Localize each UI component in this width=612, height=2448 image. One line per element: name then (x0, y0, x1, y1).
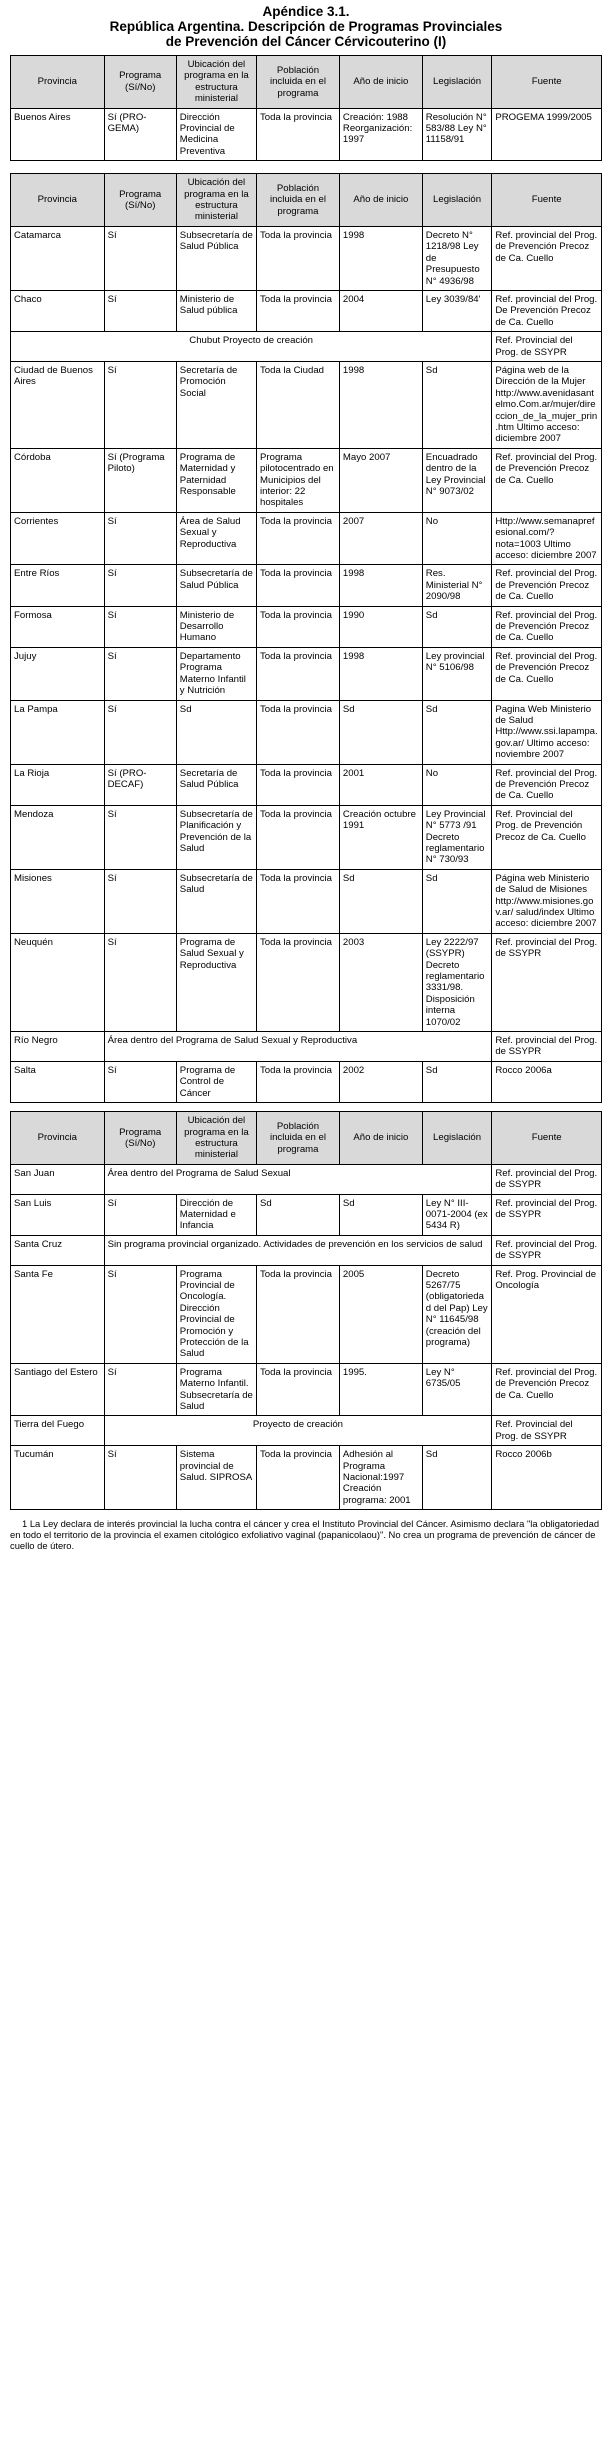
header-row (11, 1112, 602, 1165)
cell-provincia: Corrientes (11, 512, 105, 565)
table-row (11, 1363, 602, 1416)
cell-anio-inicio: 2003 (339, 933, 422, 1031)
cell-programa: Sí (104, 805, 176, 869)
cell-ubicacion: Sistema provincial de Salud. SIPROSA (176, 1446, 256, 1510)
cell-anio-inicio: Creación octubre 1991 (339, 805, 422, 869)
table-2 (10, 173, 602, 1103)
table-row (11, 869, 602, 933)
cell-legislacion: Ley Provincial N° 5773 /91 Decreto reglamentario N° 730/93 (422, 805, 492, 869)
table-row (11, 700, 602, 764)
page (10, 0, 602, 1551)
cell-legislacion: Sd (422, 1446, 492, 1510)
table-row (11, 512, 602, 565)
cell-anio-inicio: 2002 (339, 1061, 422, 1102)
cell-programa: Sí (104, 1265, 176, 1363)
cell-poblacion: Toda la provincia (257, 805, 340, 869)
cell-fuente: Ref. provincial del Prog. de SSYPR (492, 1164, 602, 1194)
cell-ubicacion: Programa de Maternidad y Paternidad Responsable (176, 448, 256, 512)
header-legislacion: Legislación (422, 1112, 492, 1165)
cell-poblacion: Toda la provincia (257, 1061, 340, 1102)
header-poblacion: Población incluida en el programa (257, 1112, 340, 1165)
cell-fuente: Ref. provincial del Prog. de SSYPR (492, 1194, 602, 1235)
cell-fuente: Ref. Prog. Provincial de Oncología (492, 1265, 602, 1363)
header-ubicacion: Ubicación del programa en la estructura ministerial (176, 174, 256, 227)
header-provincia: Provincia (11, 174, 105, 227)
cell-anio-inicio: 1998 (339, 565, 422, 606)
cell-legislacion: Encuadrado dentro de la Ley Provincial N° 9073/02 (422, 448, 492, 512)
header-row (11, 174, 602, 227)
header-fuente: Fuente (492, 56, 602, 109)
cell-fuente: Ref. provincial del Prog. de Prevención Precoz de Ca. Cuello (492, 647, 602, 700)
cell-poblacion: Toda la provincia (257, 226, 340, 290)
cell-ubicacion: Subsecretaría de Salud Pública (176, 565, 256, 606)
cell-ubicacion: Programa de Salud Sexual y Reproductiva (176, 933, 256, 1031)
cell-provincia: Neuquén (11, 933, 105, 1031)
cell-legislacion: Decreto 5267/75 (obligatoriedad del Pap) Ley N° 11645/98 (creación del programa) (422, 1265, 492, 1363)
cell-anio-inicio: 1998 (339, 226, 422, 290)
table-row (11, 361, 602, 448)
cell-fuente: Ref. provincial del Prog. de Prevención Precoz de Ca. Cuello (492, 448, 602, 512)
cell-poblacion: Toda la provincia (257, 512, 340, 565)
cell-fuente: Ref. provincial del Prog. De Prevención Precoz de Ca. Cuello (492, 290, 602, 331)
cell-poblacion: Toda la provincia (257, 869, 340, 933)
header-anio-inicio: Año de inicio (339, 1112, 422, 1165)
cell-legislacion: Resolución N° 583/88 Ley N° 11158/91 (422, 108, 492, 161)
cell-provincia: San Juan (11, 1164, 105, 1194)
cell-poblacion: Toda la provincia (257, 108, 340, 161)
cell-merged-description: Proyecto de creación (104, 1416, 492, 1446)
table-row (11, 1194, 602, 1235)
cell-legislacion: Sd (422, 700, 492, 764)
cell-provincia: Santa Fe (11, 1265, 105, 1363)
cell-ubicacion: Ministerio de Desarrollo Humano (176, 606, 256, 647)
cell-anio-inicio: 1998 (339, 647, 422, 700)
cell-fuente: Ref. provincial del Prog. de SSYPR (492, 1235, 602, 1265)
cell-programa: Sí (PRO-GEMA) (104, 108, 176, 161)
cell-provincia: Chaco (11, 290, 105, 331)
cell-poblacion: Toda la provincia (257, 700, 340, 764)
cell-ubicacion: Programa de Control de Cáncer (176, 1061, 256, 1102)
header-programa: Programa (Sí/No) (104, 1112, 176, 1165)
header-poblacion: Población incluida en el programa (257, 56, 340, 109)
cell-merged-description: Sin programa provincial organizado. Actividades de prevención en los servicios de salud (104, 1235, 492, 1265)
cell-fuente: Pagina Web Ministerio de Salud Http://www.ssi.lapampa.gov.ar/ Ultimo acceso: noviembre 2007 (492, 700, 602, 764)
cell-poblacion: Toda la provincia (257, 1363, 340, 1416)
cell-fuente: Página web de la Dirección de la Mujer http://www.avenidasantelmo.Com.ar/mujer/direccion_de_la_mujer_prin.htm Ultimo acceso: diciembre 2007 (492, 361, 602, 448)
header-legislacion: Legislación (422, 56, 492, 109)
cell-anio-inicio: 1998 (339, 361, 422, 448)
cell-poblacion: Toda la provincia (257, 606, 340, 647)
cell-poblacion: Toda la provincia (257, 764, 340, 805)
cell-fuente: Ref. Provincial del Prog. de Prevención Precoz de Ca. Cuello (492, 805, 602, 869)
table-row (11, 933, 602, 1031)
cell-programa: Sí (104, 1446, 176, 1510)
cell-provincia: Entre Ríos (11, 565, 105, 606)
cell-fuente: Ref. provincial del Prog. de SSYPR (492, 933, 602, 1031)
cell-programa: Sí (Programa Piloto) (104, 448, 176, 512)
cell-programa: Sí (104, 512, 176, 565)
cell-ubicacion: Dirección de Maternidad e Infancia (176, 1194, 256, 1235)
cell-anio-inicio: Creación: 1988 Reorganización: 1997 (339, 108, 422, 161)
cell-poblacion: Programa pilotocentrado en Municipios del interior: 22 hospitales (257, 448, 340, 512)
cell-provincia: Mendoza (11, 805, 105, 869)
cell-legislacion: No (422, 512, 492, 565)
cell-legislacion: Ley 2222/97 (SSYPR) Decreto reglamentario 3331/98. Disposición interna 1070/02 (422, 933, 492, 1031)
table-body (11, 226, 602, 1102)
cell-anio-inicio: 1995. (339, 1363, 422, 1416)
cell-ubicacion: Secretaría de Salud Pública (176, 764, 256, 805)
cell-ubicacion: Área de Salud Sexual y Reproductiva (176, 512, 256, 565)
cell-provincia: Misiones (11, 869, 105, 933)
cell-provincia: Santa Cruz (11, 1235, 105, 1265)
header-fuente: Fuente (492, 174, 602, 227)
header-ubicacion: Ubicación del programa en la estructura ministerial (176, 56, 256, 109)
table-row (11, 1235, 602, 1265)
cell-fuente: Ref. provincial del Prog. de Prevención Precoz de Ca. Cuello (492, 764, 602, 805)
cell-ubicacion: Ministerio de Salud pública (176, 290, 256, 331)
cell-legislacion: Res. Ministerial N° 2090/98 (422, 565, 492, 606)
footnote (10, 1518, 602, 1551)
cell-poblacion: Sd (257, 1194, 340, 1235)
cell-fuente: PROGEMA 1999/2005 (492, 108, 602, 161)
table-row (11, 332, 602, 362)
cell-anio-inicio: 2005 (339, 1265, 422, 1363)
cell-programa: Sí (104, 1363, 176, 1416)
cell-anio-inicio: 2001 (339, 764, 422, 805)
header-ubicacion: Ubicación del programa en la estructura ministerial (176, 1112, 256, 1165)
cell-fuente: Ref. Provincial del Prog. de SSYPR (492, 1416, 602, 1446)
cell-ubicacion: Programa Provincial de Oncología. Dirección Provincial de Promoción y Protección de la Salud (176, 1265, 256, 1363)
cell-poblacion: Toda la provincia (257, 1446, 340, 1510)
cell-provincia: Tucumán (11, 1446, 105, 1510)
cell-fuente: Ref. provincial del Prog. de SSYPR (492, 1032, 602, 1062)
cell-legislacion: Ley 3039/84' (422, 290, 492, 331)
cell-programa: Sí (104, 1061, 176, 1102)
cell-poblacion: Toda la provincia (257, 565, 340, 606)
title-line-2: República Argentina. Descripción de Programas Provinciales (109, 19, 503, 34)
cell-merged-description: Chubut Proyecto de creación (11, 332, 492, 362)
cell-poblacion: Toda la provincia (257, 1265, 340, 1363)
cell-fuente: Rocco 2006a (492, 1061, 602, 1102)
cell-anio-inicio: Sd (339, 700, 422, 764)
cell-poblacion: Toda la Ciudad (257, 361, 340, 448)
header-poblacion: Población incluida en el programa (257, 174, 340, 227)
cell-ubicacion: Subsecretaría de Salud Pública (176, 226, 256, 290)
cell-ubicacion: Programa Materno Infantil. Subsecretaría de Salud (176, 1363, 256, 1416)
cell-merged-description: Área dentro del Programa de Salud Sexual y Reproductiva (104, 1032, 492, 1062)
cell-programa: Sí (104, 1194, 176, 1235)
cell-fuente: Ref. Provincial del Prog. de SSYPR (492, 332, 602, 362)
table-body (11, 108, 602, 161)
header-legislacion: Legislación (422, 174, 492, 227)
cell-poblacion: Toda la provincia (257, 290, 340, 331)
cell-provincia: Córdoba (11, 448, 105, 512)
title-line-3: de Prevención del Cáncer Cérvicouterino (I) (165, 34, 447, 49)
cell-legislacion: Sd (422, 869, 492, 933)
table-row (11, 764, 602, 805)
cell-provincia: Tierra del Fuego (11, 1416, 105, 1446)
cell-fuente: Rocco 2006b (492, 1446, 602, 1510)
cell-legislacion: Sd (422, 1061, 492, 1102)
cell-ubicacion: Secretaría de Promoción Social (176, 361, 256, 448)
cell-programa: Sí (104, 700, 176, 764)
cell-poblacion: Toda la provincia (257, 647, 340, 700)
cell-ubicacion: Dirección Provincial de Medicina Preventiva (176, 108, 256, 161)
table-3 (10, 1111, 602, 1510)
cell-programa: Sí (104, 933, 176, 1031)
header-programa: Programa (Sí/No) (104, 56, 176, 109)
cell-programa: Sí (104, 869, 176, 933)
cell-anio-inicio: 1990 (339, 606, 422, 647)
cell-legislacion: Ley provincial N° 5106/98 (422, 647, 492, 700)
header-fuente: Fuente (492, 1112, 602, 1165)
cell-fuente: Página web Ministerio de Salud de Misiones http://www.misiones.gov.ar/ salud/index Ultimo acceso: diciembre 2007 (492, 869, 602, 933)
cell-fuente: Http://www.semanaprefesional.com/?nota=1003 Ultimo acceso: diciembre 2007 (492, 512, 602, 565)
document-title (10, 4, 602, 49)
cell-provincia: Jujuy (11, 647, 105, 700)
header-anio-inicio: Año de inicio (339, 56, 422, 109)
table-row (11, 1164, 602, 1194)
cell-provincia: Buenos Aires (11, 108, 105, 161)
cell-ubicacion: Departamento Programa Materno Infantil y Nutrición (176, 647, 256, 700)
cell-fuente: Ref. provincial del Prog. de Prevención Precoz de Ca. Cuello (492, 1363, 602, 1416)
cell-ubicacion: Subsecretaría de Salud (176, 869, 256, 933)
cell-provincia: Río Negro (11, 1032, 105, 1062)
cell-anio-inicio: Mayo 2007 (339, 448, 422, 512)
cell-programa: Sí (104, 565, 176, 606)
cell-programa: Sí (104, 226, 176, 290)
cell-programa: Sí (104, 361, 176, 448)
header-programa: Programa (Sí/No) (104, 174, 176, 227)
table-1 (10, 55, 602, 161)
cell-provincia: Santiago del Estero (11, 1363, 105, 1416)
table-row (11, 226, 602, 290)
cell-programa: Sí (104, 290, 176, 331)
table-row (11, 1032, 602, 1062)
table-row (11, 1265, 602, 1363)
cell-anio-inicio: Sd (339, 869, 422, 933)
cell-anio-inicio: Adhesión al Programa Nacional:1997 Creación programa: 2001 (339, 1446, 422, 1510)
cell-fuente: Ref. provincial del Prog. de Prevención Precoz de Ca. Cuello (492, 606, 602, 647)
cell-merged-description: Área dentro del Programa de Salud Sexual (104, 1164, 492, 1194)
table-row (11, 606, 602, 647)
cell-provincia: Salta (11, 1061, 105, 1102)
cell-anio-inicio: Sd (339, 1194, 422, 1235)
table-row (11, 1446, 602, 1510)
table-row (11, 565, 602, 606)
cell-legislacion: No (422, 764, 492, 805)
cell-legislacion: Ley N° III-0071-2004 (ex 5434 R) (422, 1194, 492, 1235)
cell-ubicacion: Subsecretaría de Planificación y Prevención de la Salud (176, 805, 256, 869)
cell-legislacion: Decreto N° 1218/98 Ley de Presupuesto N° 4936/98 (422, 226, 492, 290)
table-row (11, 1061, 602, 1102)
cell-programa: Sí (104, 606, 176, 647)
footnote-text: 1 La Ley declara de interés provincial la lucha contra el cáncer y crea el Instituto Provincial del Cáncer. Asimismo declara "la obligatoriedad en todo el territorio de la provincia el examen citológico exfoliativo vaginal (papanicolaou)". No crea un programa de prevención de cáncer de cuello de útero. (10, 1518, 600, 1552)
table-row (11, 805, 602, 869)
table-row (11, 290, 602, 331)
cell-fuente: Ref. provincial del Prog. de Prevención Precoz de Ca. Cuello (492, 226, 602, 290)
cell-programa: Sí (104, 647, 176, 700)
table-row (11, 1416, 602, 1446)
table-row (11, 647, 602, 700)
cell-provincia: Formosa (11, 606, 105, 647)
title-line-1: Apéndice 3.1. (262, 4, 350, 19)
header-provincia: Provincia (11, 56, 105, 109)
cell-poblacion: Toda la provincia (257, 933, 340, 1031)
table-body (11, 1164, 602, 1510)
header-anio-inicio: Año de inicio (339, 174, 422, 227)
cell-anio-inicio: 2004 (339, 290, 422, 331)
cell-provincia: La Rioja (11, 764, 105, 805)
cell-provincia: Catamarca (11, 226, 105, 290)
cell-provincia: San Luis (11, 1194, 105, 1235)
cell-fuente: Ref. provincial del Prog. de Prevención Precoz de Ca. Cuello (492, 565, 602, 606)
cell-anio-inicio: 2007 (339, 512, 422, 565)
cell-legislacion: Sd (422, 361, 492, 448)
cell-legislacion: Sd (422, 606, 492, 647)
cell-programa: Sí (PRO-DECAF) (104, 764, 176, 805)
cell-provincia: La Pampa (11, 700, 105, 764)
cell-provincia: Ciudad de Buenos Aires (11, 361, 105, 448)
table-row (11, 108, 602, 161)
header-provincia: Provincia (11, 1112, 105, 1165)
cell-ubicacion: Sd (176, 700, 256, 764)
table-row (11, 448, 602, 512)
cell-legislacion: Ley N° 6735/05 (422, 1363, 492, 1416)
header-row (11, 56, 602, 109)
